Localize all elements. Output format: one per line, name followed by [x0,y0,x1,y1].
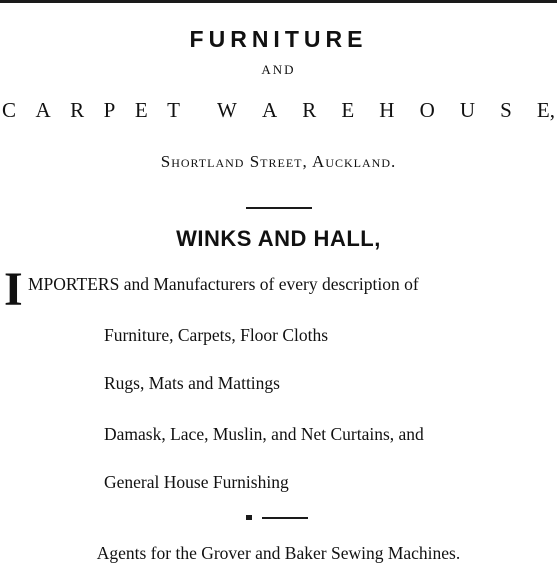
letter: E [341,98,355,122]
letter: E [134,98,148,122]
letter: E, [536,98,555,122]
letter: O [419,98,435,122]
divider-dot [246,515,252,520]
letter: A [35,98,51,122]
advert-heading: FURNITURE [189,26,368,52]
letter: R [302,98,317,122]
section-divider [246,207,312,209]
section-divider [262,517,308,519]
letter: T [167,98,180,122]
drop-cap-letter: I [4,263,23,316]
letter: P [103,98,116,122]
list-item: Damask, Lace, Muslin, and Net Curtains, and [104,424,424,444]
top-border-rule [0,0,557,3]
letter: H [379,98,395,122]
list-item: Furniture, Carpets, Floor Cloths [104,325,329,345]
letter: R [70,98,85,122]
firm-name: WINKS AND HALL, [176,226,381,251]
letter: S [500,98,512,122]
subheading-word-warehouse [217,96,555,124]
letter: C [2,98,17,122]
letter: W [217,98,237,122]
letter: U [459,98,476,122]
intro-line: MPORTERS and Manufacturers of every description of [28,274,419,294]
letter: A [261,98,278,122]
list-item: General House Furnishing [104,472,289,492]
advert-subheading [0,96,557,124]
agents-line: Agents for the Grover and Baker Sewing Machines. [96,543,461,563]
list-item: Rugs, Mats and Mattings [104,373,280,393]
heading-conjunction: AND [261,62,296,77]
subheading-word-carpet [2,96,180,124]
street-address: Shortland Street, Auckland. [160,152,397,171]
